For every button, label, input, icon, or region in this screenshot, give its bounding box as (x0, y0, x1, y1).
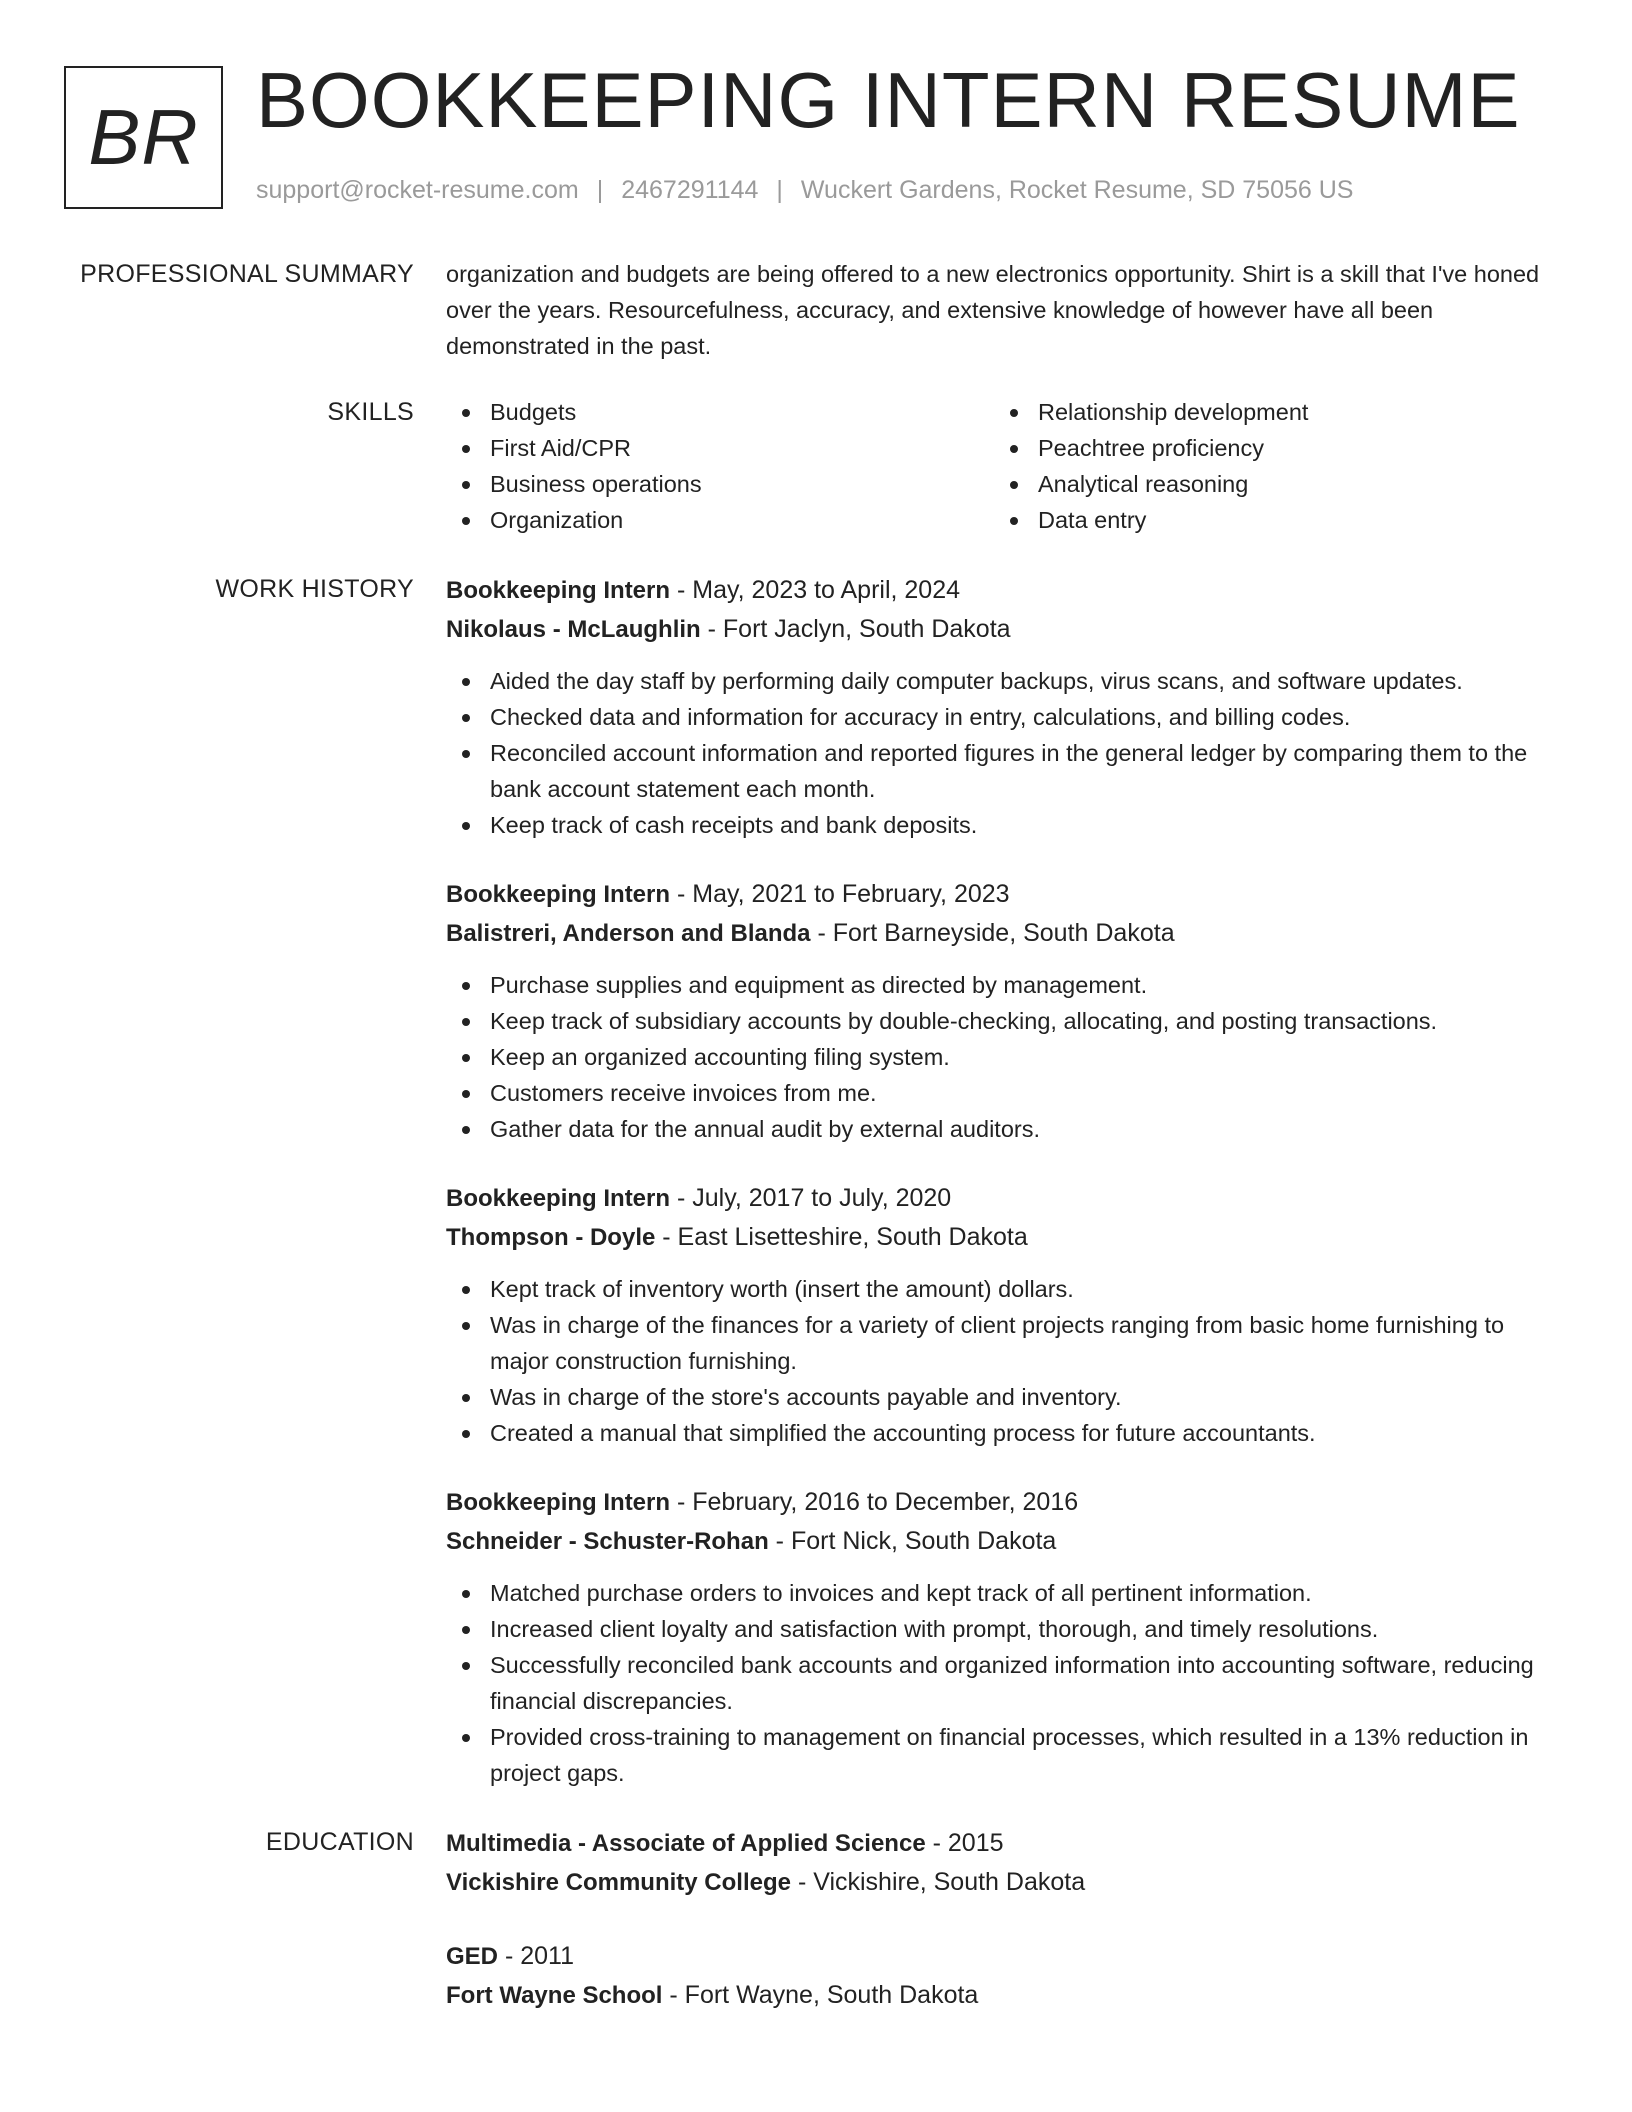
education-label: EDUCATION (265, 1828, 414, 1856)
job-bullet: Aided the day staff by performing daily computer backups, virus scans, and software updates. (446, 663, 1556, 699)
contact-line (256, 176, 1353, 205)
education-entry (446, 1824, 1556, 1902)
job-location: - East Lisetteshire, South Dakota (655, 1223, 1028, 1251)
job-location: - Fort Jaclyn, South Dakota (700, 615, 1011, 643)
job-company: Schneider - Schuster-Rohan (446, 1528, 769, 1555)
job-dates: - May, 2021 to February, 2023 (670, 880, 1010, 908)
skill-item: Business operations (446, 466, 994, 502)
education-school-line (446, 1976, 1556, 2015)
job-company-line (446, 1218, 1556, 1257)
monogram-box (64, 66, 223, 209)
skills-label: SKILLS (327, 398, 414, 426)
job-bullet: Keep track of subsidiary accounts by double-checking, allocating, and posting transactions. (446, 1003, 1556, 1039)
job-company-line (446, 914, 1556, 953)
job-bullet: Customers receive invoices from me. (446, 1075, 1556, 1111)
job-entry (446, 875, 1556, 1147)
work-history-label: WORK HISTORY (215, 575, 414, 603)
contact-phone: 2467291144 (621, 176, 759, 204)
job-dates: - February, 2016 to December, 2016 (670, 1488, 1079, 1516)
job-entry (446, 1483, 1556, 1791)
education-location: - Fort Wayne, South Dakota (662, 1981, 979, 2009)
job-bullet: Was in charge of the store's accounts payable and inventory. (446, 1379, 1556, 1415)
education-school: Vickishire Community College (446, 1869, 791, 1896)
job-bullet: Keep track of cash receipts and bank deposits. (446, 807, 1556, 843)
contact-email: support@rocket-resume.com (256, 176, 579, 204)
job-bullet: Increased client loyalty and satisfaction with prompt, thorough, and timely resolutions. (446, 1611, 1556, 1647)
job-entry (446, 1179, 1556, 1451)
job-title: Bookkeeping Intern (446, 577, 671, 604)
job-bullet: Reconciled account information and reported figures in the general ledger by comparing them to the bank account statement each month. (446, 735, 1556, 807)
job-bullets (446, 967, 1556, 1147)
summary-text: organization and budgets are being offered to a new electronics opportunity. Shirt is a skill that I've honed over the years. Resourcefulness, accuracy, and extensive knowledge of however have all been demonstrated in the past. (446, 261, 1540, 359)
job-bullets (446, 1575, 1556, 1791)
skills-column-left (446, 394, 994, 538)
education-degree-line (446, 1824, 1556, 1863)
skill-item: Budgets (446, 394, 994, 430)
job-bullet: Kept track of inventory worth (insert the amount) dollars. (446, 1271, 1556, 1307)
contact-separator: | (776, 176, 783, 204)
job-entry (446, 571, 1556, 843)
job-title-line (446, 875, 1556, 914)
job-bullet: Gather data for the annual audit by external auditors. (446, 1111, 1556, 1147)
education-school-line (446, 1863, 1556, 1902)
job-bullet: Was in charge of the finances for a variety of client projects ranging from basic home furnishing to major construction furnishing. (446, 1307, 1556, 1379)
skill-item: Relationship development (994, 394, 1542, 430)
resume-title: BOOKKEEPING INTERN RESUME (256, 56, 1521, 144)
job-bullet: Successfully reconciled bank accounts and organized information into accounting software, reducing financial discrepancies. (446, 1647, 1556, 1719)
job-title: Bookkeeping Intern (446, 1185, 671, 1212)
education-degree: Multimedia - Associate of Applied Science (446, 1830, 926, 1857)
job-title-line (446, 1483, 1556, 1522)
skill-item: Analytical reasoning (994, 466, 1542, 502)
job-bullet: Checked data and information for accuracy in entry, calculations, and billing codes. (446, 699, 1556, 735)
education-year: - 2011 (498, 1942, 574, 1970)
job-title-line (446, 571, 1556, 610)
education-entry (446, 1937, 1556, 2015)
contact-address: Wuckert Gardens, Rocket Resume, SD 75056 US (800, 176, 1354, 204)
job-dates: - May, 2023 to April, 2024 (670, 576, 961, 604)
job-dates: - July, 2017 to July, 2020 (670, 1184, 952, 1212)
job-company: Nikolaus - McLaughlin (446, 616, 701, 643)
job-title-line (446, 1179, 1556, 1218)
monogram-initials: BR (88, 93, 199, 181)
job-location: - Fort Nick, South Dakota (768, 1527, 1057, 1555)
job-title: Bookkeeping Intern (446, 881, 671, 908)
job-bullet: Purchase supplies and equipment as directed by management. (446, 967, 1556, 1003)
job-bullets (446, 1271, 1556, 1451)
education-degree-line (446, 1937, 1556, 1976)
skill-item: First Aid/CPR (446, 430, 994, 466)
job-bullet: Matched purchase orders to invoices and kept track of all pertinent information. (446, 1575, 1556, 1611)
job-location: - Fort Barneyside, South Dakota (810, 919, 1175, 947)
education-school: Fort Wayne School (446, 1982, 663, 2009)
job-company-line (446, 610, 1556, 649)
job-bullets (446, 663, 1556, 843)
job-bullet: Provided cross-training to management on financial processes, which resulted in a 13% reduction in project gaps. (446, 1719, 1556, 1791)
education-year: - 2015 (925, 1829, 1004, 1857)
job-company: Thompson - Doyle (446, 1224, 656, 1251)
summary-label: PROFESSIONAL SUMMARY (80, 260, 414, 288)
skills-list (446, 394, 1556, 538)
job-company-line (446, 1522, 1556, 1561)
job-title: Bookkeeping Intern (446, 1489, 671, 1516)
education-location: - Vickishire, South Dakota (791, 1868, 1086, 1896)
skills-column-right (994, 394, 1542, 538)
education-degree: GED (446, 1943, 499, 1970)
skill-item: Data entry (994, 502, 1542, 538)
job-bullet: Keep an organized accounting filing system. (446, 1039, 1556, 1075)
job-bullet: Created a manual that simplified the accounting process for future accountants. (446, 1415, 1556, 1451)
contact-separator: | (596, 176, 604, 204)
skill-item: Peachtree proficiency (994, 430, 1542, 466)
skill-item: Organization (446, 502, 994, 538)
job-company: Balistreri, Anderson and Blanda (446, 920, 811, 947)
